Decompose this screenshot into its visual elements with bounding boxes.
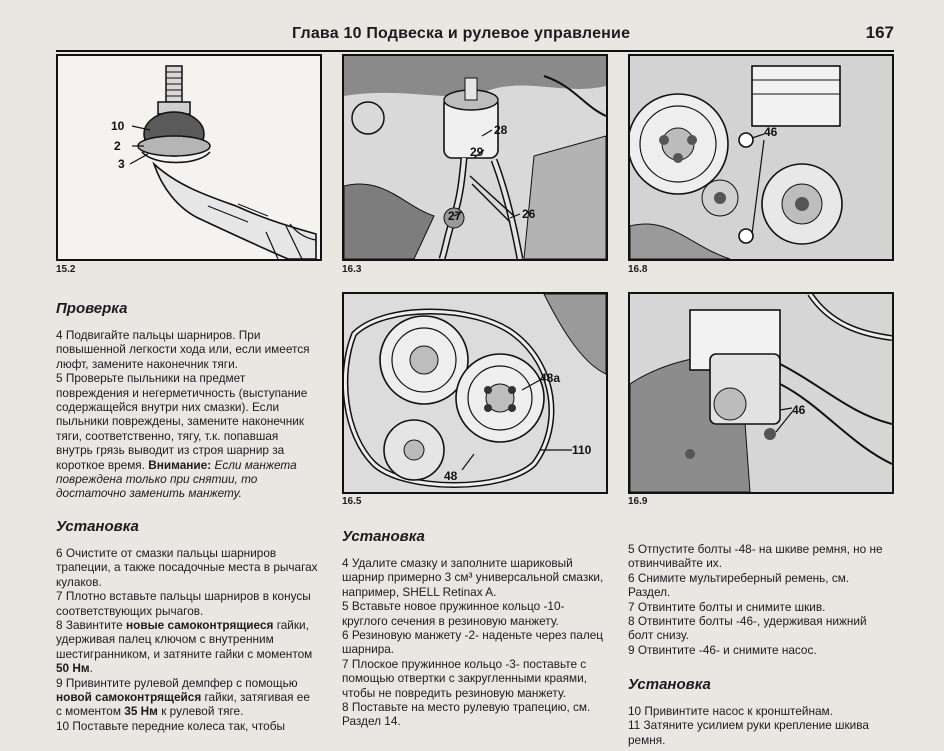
label-48: 48 xyxy=(444,469,458,483)
page-number: 167 xyxy=(865,23,894,42)
figure-16-3 xyxy=(342,54,608,261)
label-3: 3 xyxy=(118,157,125,171)
paragraph-8: 8 Отвинтите болты -46-, удерживая нижний болт снизу. xyxy=(628,614,867,643)
label-46: 46 xyxy=(764,125,778,139)
paragraph-10: 10 Привинтите насос к кронштейнам. xyxy=(628,704,833,718)
paragraph-10: 10 Поставьте передние колеса так, чтобы xyxy=(56,718,285,733)
figure-16-5 xyxy=(342,292,608,494)
paragraph-7: 7 Отвинтите болты и снимите шкив. xyxy=(628,599,826,614)
label-48a: 48a xyxy=(540,371,561,385)
section-heading-install: Установка xyxy=(342,528,425,545)
paragraph-6: 6 Очистите от смазки пальцы шарниров трапеции, а также посадочные места в рычагах кулаков. xyxy=(56,546,318,589)
paragraph-11: 11 Затяните усилием руки крепление шкива ремня. xyxy=(628,718,869,747)
paragraph-5: 5 Отпустите болты -48- на шкиве ремня, но не отвинчивайте их. xyxy=(628,542,883,571)
figure-16-8 xyxy=(628,54,894,261)
paragraph-8: 8 Поставьте на место рулевую трапецию, см. Раздел 14. xyxy=(342,700,591,729)
label-10: 10 xyxy=(111,119,125,133)
section-heading-install: Установка xyxy=(56,518,139,535)
label-27: 27 xyxy=(448,209,462,223)
paragraph-6: 6 Резиновую манжету -2- наденьте через палец шарнира. xyxy=(342,628,604,657)
figure-caption: 15.2 xyxy=(56,264,76,275)
section-heading-check: Проверка xyxy=(56,300,128,317)
label-110: 110 xyxy=(572,443,592,457)
text-column-2 xyxy=(342,556,604,729)
paragraph-8: 8 Завинтите новые самоконтрящиеся гайки, удерживая палец ключом с внутренним шестигранником, и затяните гайки с моментом 50 Нм. xyxy=(56,618,313,676)
paragraph-9: 9 Привинтите рулевой демпфер с помощью новой самоконтрящейся гайки, затягивая ее с моментом 35 Нм к рулевой тяге. xyxy=(56,675,310,719)
belt-pulleys-drawing xyxy=(344,294,606,492)
section-heading-install: Установка xyxy=(628,676,711,693)
paragraph-9: 9 Отвинтите -46- и снимите насос. xyxy=(628,642,817,657)
paragraph-7: 7 Плотно вставьте пальцы шарниров в конусы соответствующих рычагов. xyxy=(56,589,311,618)
label-28: 28 xyxy=(494,123,508,137)
label-26: 26 xyxy=(522,207,536,221)
paragraph-7: 7 Плоское пружинное кольцо -3- поставьте с помощью отвертки с закругленными краями, чтобы не повредить резиновую манжету. xyxy=(342,656,587,700)
figure-15-2 xyxy=(56,54,322,261)
label-29: 29 xyxy=(470,145,484,159)
text-column-3a xyxy=(628,542,890,657)
paragraph-5: 5 Вставьте новое пружинное кольцо -10- круглого сечения в резиновую манжету. xyxy=(342,599,565,628)
label-2: 2 xyxy=(114,139,121,153)
pump-hoses-drawing xyxy=(344,56,606,259)
figure-caption: 16.9 xyxy=(628,496,648,507)
text-column-3b xyxy=(628,704,890,747)
text-column-1a xyxy=(56,328,318,501)
pump-pulley-drawing xyxy=(630,56,892,259)
chapter-title: Глава 10 Подвеска и рулевое управление xyxy=(292,25,631,42)
tie-rod-end-drawing xyxy=(58,56,320,259)
label-46: 46 xyxy=(792,403,806,417)
paragraph-5: 5 Проверьте пыльники на предмет повреждения и негерметичность (выступание содержащейся внутри них смазки). Если пыльники повреждены, замените наконечник тяги, соответственно, тягу, т.к. попавшая внутрь грязь выводит из строя шарнир за короткое время. Внимание: Если манжета повреждена только при снятии, то достаточно заменить манжету. xyxy=(56,371,308,501)
page-header xyxy=(56,18,894,52)
paragraph-6: 6 Снимите мультиреберный ремень, см. Раздел. xyxy=(628,570,850,600)
paragraph-4: 4 Подвигайте пальцы шарниров. При повышенной легкости хода или, если имеется люфт, замените наконечник тяги. xyxy=(56,328,310,371)
figure-caption: 16.5 xyxy=(342,496,362,507)
text-column-1b xyxy=(56,546,318,733)
figure-caption: 16.3 xyxy=(342,264,362,275)
figure-16-9 xyxy=(628,292,894,494)
paragraph-4: 4 Удалите смазку и заполните шариковый шарнир примерно 3 см³ универсальной смазки, например, SHELL Retinax A. xyxy=(342,556,604,599)
figure-caption: 16.8 xyxy=(628,264,648,275)
pump-bracket-drawing xyxy=(630,294,892,492)
